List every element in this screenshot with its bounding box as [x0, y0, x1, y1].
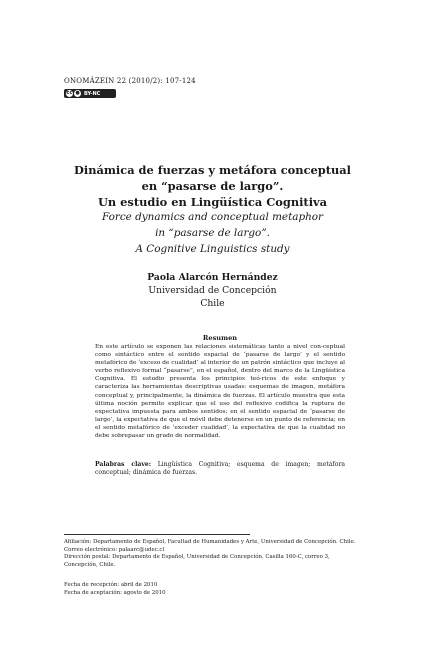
title-en-line-1: Force dynamics and conceptual metaphor — [101, 211, 324, 223]
attribution-icon: ● — [75, 90, 80, 96]
footnote-address: Dirección postal: Departamento de Español, Universidad de Concepción. Casilla 160-C, correo 3, Concepción, Chile. — [64, 554, 330, 568]
journal-citation: ONOMÁZEIN 22 (2010/2): 107-124 — [64, 77, 196, 85]
footnote-affiliation: Afiliación: Departamento de Español, Facultad de Humanidades y Arte, Universidad de Concepción. Chile. — [64, 539, 356, 545]
footnote-email[interactable]: Correo electrónico: palaarc@udec.cl — [64, 546, 165, 553]
creative-commons-badge[interactable] — [64, 89, 116, 98]
title-es-line-3: Un estudio en Lingüística Cognitiva — [97, 195, 328, 209]
abstract-heading: Resumen — [202, 334, 238, 342]
author-country: Chile — [200, 297, 225, 309]
title-en-line-3: A Cognitive Linguistics study — [135, 243, 290, 255]
footnote-block — [64, 539, 364, 569]
author-name: Paola Alarcón Hernández — [147, 272, 278, 283]
title-en-line-2: in “pasarse de largo”. — [155, 227, 270, 239]
keywords-label: Palabras clave: — [95, 461, 152, 468]
keywords-text: Lingüística Cognitiva; esquema de imagen; metáfora conceptual; dinámica de fuerzas. — [95, 461, 345, 477]
title-es-line-2: en “pasarse de largo”. — [141, 179, 284, 193]
title-es-line-1: Dinámica de fuerzas y metáfora conceptual — [74, 163, 351, 177]
footnote-dates — [64, 582, 364, 597]
abstract-text: En este artículo se exponen las relaciones sistemáticas tanto a nivel con-ceptual como sintáctico entre el sentido espacial de ‘pasarse de largo’ y el sentido metafórico de ‘exceso de cualidad’ al interior de un patrón sintáctico que incluye al verbo reflexivo formal “pasarse”, en el español, dentro del marco de la Lingüística Cognitiva. El estudio presenta los principios teó-ricos de este enfoque y caracteriza las herramientas descriptivas usadas: esquemas de imagen, metáfora conceptual y, principalmente, la dinámica de fuerzas. El artículo muestra que esta última noción permite explicar que el uso del reflexivo codifica la ruptura de expectativa impuesta para ambos sentidos; en el sentido espacial de ‘pasarse de largo’, la expectativa de que el móvil debe detenerse en un punto de referencia; en el sentido metafórico de ‘exceder cualidad’, la expectativa de que la cualidad no debe sobrepasar un grado de normalidad. — [95, 344, 345, 440]
keywords — [95, 461, 345, 478]
footnote-accepted: Fecha de aceptación: agosto de 2010 — [64, 589, 166, 596]
author-affiliation — [60, 285, 365, 310]
cc-icon: cc — [66, 90, 73, 96]
article-title-spanish — [60, 162, 365, 210]
article-title-english — [60, 209, 365, 257]
author-institution: Universidad de Concepción — [148, 285, 277, 296]
footnote-received: Fecha de recepción: abril de 2010 — [64, 582, 158, 588]
footnote-divider — [64, 534, 250, 535]
license-label: BY-NC — [84, 90, 101, 97]
